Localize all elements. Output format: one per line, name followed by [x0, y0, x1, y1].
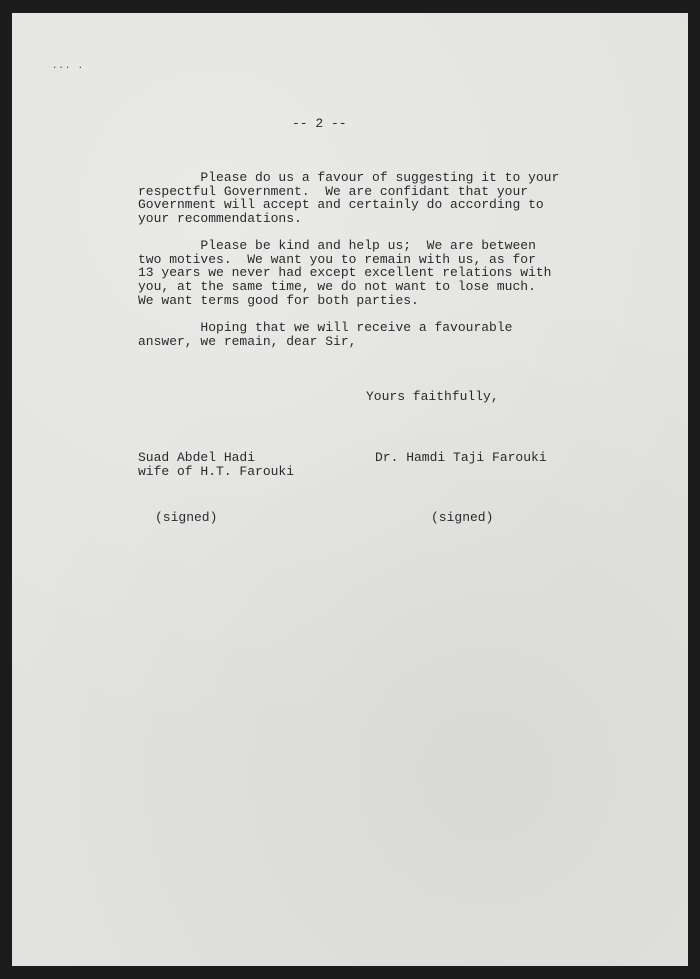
signed-note-right: (signed): [431, 510, 494, 525]
body-paragraph-3: Hoping that we will receive a favourable answer, we remain, dear Sir,: [138, 320, 513, 349]
signatory-left-name: Suad Abdel Hadi: [138, 450, 256, 465]
signed-note-left: (signed): [155, 510, 218, 525]
corner-mark: ... .: [52, 61, 85, 71]
paper-sheet: [12, 13, 688, 966]
signatory-right-name: Dr. Hamdi Taji Farouki: [375, 450, 547, 465]
closing-line: Yours faithfully,: [366, 389, 499, 404]
signatory-left-title: wife of H.T. Farouki: [138, 464, 295, 479]
page-number: -- 2 --: [292, 116, 347, 131]
body-paragraph-1: Please do us a favour of suggesting it to your respectful Government. We are confidant that your Government will accept and certainly do according to your recommendations.: [138, 170, 560, 227]
body-paragraph-2: Please be kind and help us; We are between two motives. We want you to remain with us, as for 13 years we never had except excellent relations with you, at the same time, we do not want to lose much. We want terms good for both parties.: [138, 238, 552, 308]
